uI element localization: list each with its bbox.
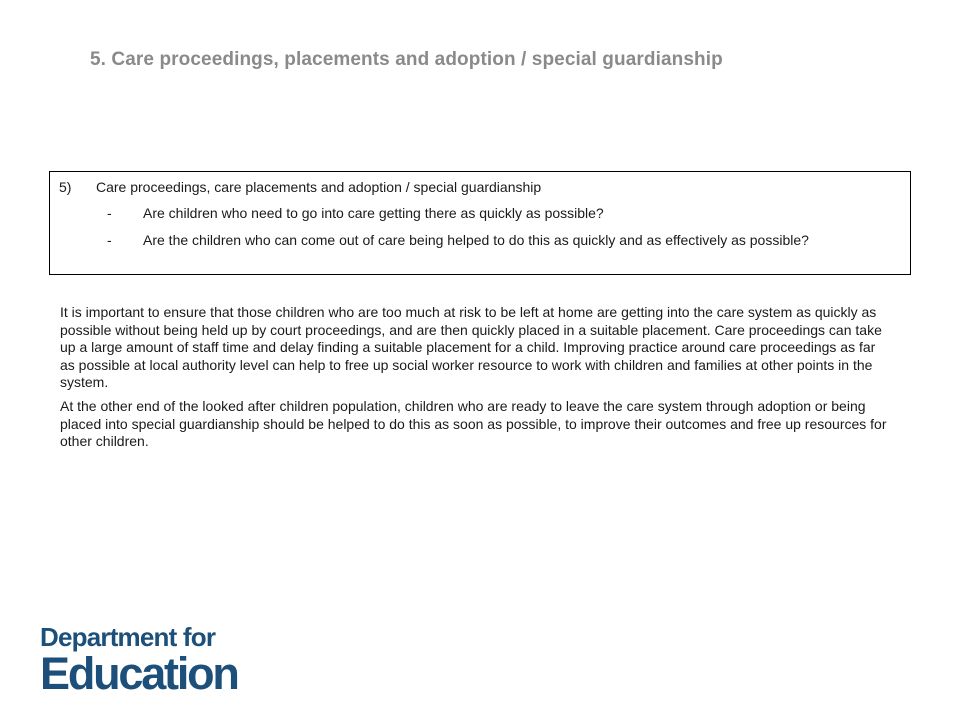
summary-box: [49, 171, 911, 275]
page-title: 5. Care proceedings, placements and adoption / special guardianship: [90, 49, 723, 70]
question-text: Are the children who can come out of care being helped to do this as quickly and as effectively as possible?: [143, 232, 809, 248]
question-bullet: -: [107, 205, 112, 221]
question-bullet: -: [107, 232, 112, 248]
body-paragraph: It is important to ensure that those children who are too much at risk to be left at home are getting into the care system as quickly as possible without being held up by court proceedings, and are then quickly placed in a suitable placement. Care proceedings can take up a large amount of staff time and delay finding a suitable placement for a child. Improving practice around care proceedings as far as possible at local authority level can help to free up social worker resource to work with children and families at other points in the system.: [60, 304, 882, 391]
department-for-education-logo: [40, 622, 238, 699]
logo-line-department: Department for: [40, 622, 216, 652]
box-heading-number: 5): [59, 179, 72, 195]
box-heading-text: Care proceedings, care placements and adoption / special guardianship: [96, 179, 542, 195]
logo-line-education: Education: [40, 648, 238, 699]
box-heading: [59, 179, 541, 196]
body-text: [60, 304, 890, 457]
question-text: Are children who need to go into care getting there as quickly as possible?: [143, 205, 604, 221]
body-paragraph: At the other end of the looked after children population, children who are ready to leave the care system through adoption or being placed into special guardianship should be helped to do this as soon as possible, to improve their outcomes and free up resources for other children.: [60, 397, 887, 450]
